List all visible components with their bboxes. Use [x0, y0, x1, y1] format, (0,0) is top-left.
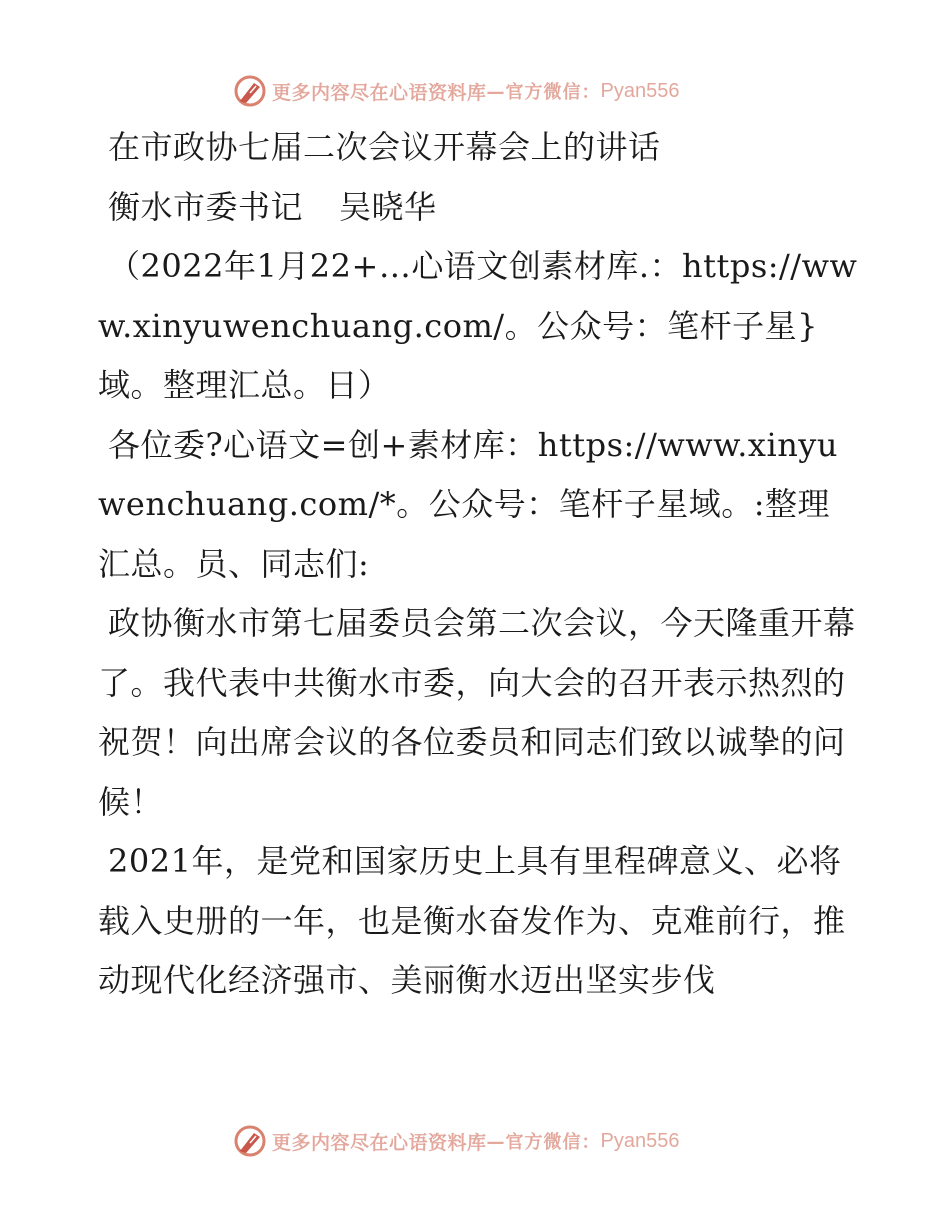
watermark-banner-bottom [232, 1121, 679, 1161]
pen-nib-circle-icon [232, 73, 268, 109]
document-title: 在市政协七届二次会议开幕会上的讲话 [108, 128, 661, 166]
salutation: 各位委?心语文=创+素材库：https://www.xinyuwenchuang.com/*。公众号：笔杆子星域。:整理汇总。员、同志们: [98, 425, 838, 583]
watermark-text: 更多内容尽在心语资料库 [272, 81, 487, 104]
author-line [98, 178, 858, 238]
pen-nib-circle-icon [232, 1123, 268, 1159]
author-role: 衡水市委书记 [108, 187, 304, 226]
watermark-banner-top [232, 71, 679, 111]
document-body [98, 118, 858, 1011]
watermark-wechat-id: Pyan556 [600, 1129, 680, 1152]
paragraph-1: 政协衡水市第七届委员会第二次会议，今天隆重开幕了。我代表中共衡水市委，向大会的召开表示热烈的祝贺！向出席会议的各位委员和同志们致以诚挚的问候！ [98, 604, 856, 821]
date-line: （2022年1月22+…心语文创素材库.：https://www.xinyuwenchuang.com/。公众号：笔杆子星}域。整理汇总。日） [98, 247, 858, 404]
watermark-text: 更多内容尽在心语资料库 [272, 1131, 487, 1154]
watermark-wechat-label: —官方微信： [486, 82, 601, 103]
watermark-wechat-label: —官方微信： [486, 1132, 601, 1153]
paragraph-2: 2021年，是党和国家历史上具有里程碑意义、必将载入史册的一年，也是衡水奋发作为、克难前行，推动现代化经济强市、美丽衡水迈出坚实步伐 [98, 842, 846, 999]
author-name: 吴晓华 [339, 187, 437, 226]
watermark-wechat-id: Pyan556 [600, 79, 680, 102]
